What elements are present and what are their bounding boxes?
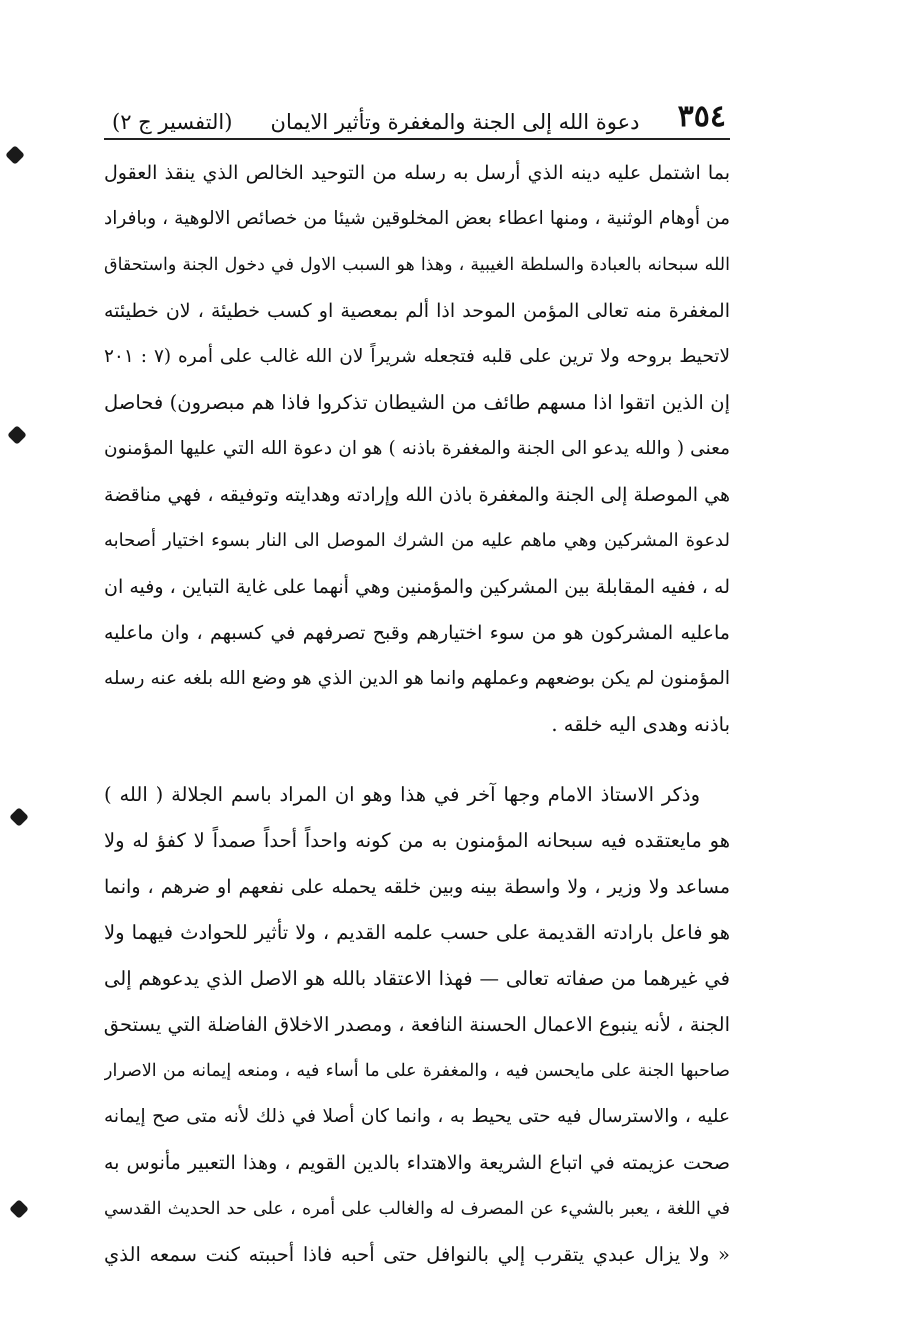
volume-label: (التفسير ج ٢) bbox=[112, 110, 233, 134]
text-line: الله سبحانه بالعبادة والسلطة الغيبية ، وهذا هو السبب الاول في دخول الجنة واستحقاق bbox=[104, 255, 730, 275]
text-line: معنى ( والله يدعو الى الجنة والمغفرة باذنه ) هو ان دعوة الله التي عليها المؤمنون bbox=[104, 438, 730, 459]
text-line: « ولا يزال عبدي يتقرب إلي بالنوافل حتى أحبه فاذا أحببته كنت سمعه الذي bbox=[104, 1243, 730, 1266]
text-line: له ، ففيه المقابلة بين المشركين والمؤمنين وهي أنهما على غاية التباين ، وفيه ان bbox=[104, 576, 730, 598]
text-line: إن الذين اتقوا اذا مسهم طائف من الشيطان تذكروا فاذا هم مبصرون) فحاصل bbox=[104, 391, 730, 414]
page-number: ٣٥٤ bbox=[677, 99, 726, 134]
text-line: الجنة ، لأنه ينبوع الاعمال الحسنة النافعة ، ومصدر الاخلاق الفاضلة التي يستحق bbox=[104, 1013, 730, 1036]
header-divider bbox=[104, 138, 730, 140]
text-line: صحت عزيمته في اتباع الشريعة والاهتداء بالدين القويم ، وهذا التعبير مأنوس به bbox=[104, 1152, 730, 1174]
text-line: لدعوة المشركين وهي ماهم عليه من الشرك الموصل الى النار بسوء اختيار أصحابه bbox=[104, 530, 730, 551]
text-line: المؤمنون لم يكن بوضعهم وعملهم وانما هو الدين الذي هو وضع الله بلغه عنه رسله bbox=[104, 668, 730, 689]
margin-mark-icon bbox=[9, 807, 29, 827]
text-line: مساعد ولا وزير ، ولا واسطة بينه وبين خلقه يحمله على نفعهم او ضرهم ، وانما bbox=[104, 876, 730, 898]
text-line: عليه ، والاسترسال فيه حتى يحيط به ، وانما كان أصلا في ذلك لأنه متى صح إيمانه bbox=[104, 1106, 730, 1127]
page-header bbox=[112, 88, 726, 134]
text-line: هو مايعتقده فيه سبحانه المؤمنون به من كونه واحداً أحداً صمداً لا كفؤ له ولا bbox=[104, 829, 730, 852]
text-line: صاحبها الجنة على مايحسن فيه ، والمغفرة على ما أساء فيه ، ومنعه إيمانه من الاصرار bbox=[104, 1061, 730, 1081]
text-line: هو فاعل بارادته القديمة على حسب علمه القديم ، ولا تأثير للحوادث فيهما ولا bbox=[104, 921, 730, 944]
text-line: هي الموصلة إلى الجنة والمغفرة باذن الله وإرادته وهدايته وتوفيقه ، فهي مناقضة bbox=[104, 484, 730, 506]
text-line: وذكر الاستاذ الامام وجها آخر في هذا وهو ان المراد باسم الجلالة ( الله ) bbox=[104, 783, 700, 806]
margin-mark-icon bbox=[5, 145, 25, 165]
text-line: ماعليه المشركون هو من سوء اختيارهم وقبح تصرفهم في كسبهم ، وان ماعليه bbox=[104, 622, 730, 644]
text-line: بما اشتمل عليه دينه الذي أرسل به رسله من التوحيد الخالص الذي ينقذ العقول bbox=[104, 162, 730, 184]
text-line: في غيرهما من صفاته تعالى — فهذا الاعتقاد بالله هو الاصل الذي يدعوهم إلى bbox=[104, 967, 730, 990]
text-line: المغفرة منه تعالى المؤمن الموحد اذا ألم بمعصية او كسب خطيئة ، لان خطيئته bbox=[104, 300, 730, 322]
text-line: في اللغة ، يعبر بالشيء عن المصرف له والغالب على أمره ، على حد الحديث القدسي bbox=[104, 1199, 730, 1219]
margin-mark-icon bbox=[7, 425, 27, 445]
margin-mark-icon bbox=[9, 1199, 29, 1219]
text-line: من أوهام الوثنية ، ومنها اعطاء بعض المخلوقين شيئا من خصائص الالوهية ، وبافراد bbox=[104, 208, 730, 229]
running-title: دعوة الله إلى الجنة والمغفرة وتأثير الايمان bbox=[270, 110, 640, 134]
paragraph-gap bbox=[104, 748, 730, 772]
body-text bbox=[104, 150, 730, 1278]
text-line: باذنه وهدى اليه خلقه . bbox=[551, 713, 730, 736]
text-line: لاتحيط بروحه ولا ترين على قلبه فتجعله شريراً لان الله غالب على أمره (٧ : ٢٠١ bbox=[104, 346, 730, 367]
